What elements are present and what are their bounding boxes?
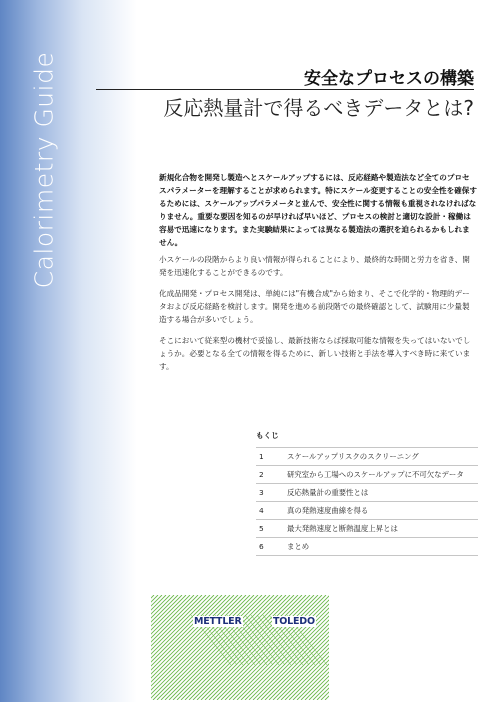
logo-stripe — [197, 595, 302, 700]
toc-item-label: 反応熱量計の重要性とは — [287, 488, 369, 497]
logo-stripe — [193, 595, 298, 700]
toc-item-number: 5 — [259, 524, 264, 533]
logo-stripe-group — [151, 595, 329, 700]
toc-item[interactable] — [256, 483, 478, 501]
logo-stripe — [221, 595, 326, 700]
toc-item-number: 4 — [259, 506, 264, 515]
table-of-contents — [256, 430, 478, 556]
toc-item-number: 3 — [259, 488, 264, 497]
toc-item[interactable] — [256, 519, 478, 537]
toc-item-label: 最大発熱速度と断熱温度上昇とは — [287, 524, 398, 533]
toc-item[interactable] — [256, 537, 478, 556]
logo-stripe — [185, 595, 290, 700]
mettler-toledo-logo — [151, 595, 329, 700]
page-title: 安全なプロセスの構築 — [304, 69, 474, 89]
toc-item[interactable] — [256, 501, 478, 519]
logo-stripe — [153, 595, 258, 700]
logo-stripe — [169, 595, 274, 700]
logo-stripe — [165, 595, 270, 700]
logo-stripes-graphic — [151, 595, 329, 700]
logo-stripe — [189, 595, 294, 700]
title-divider — [96, 89, 474, 90]
toc-item[interactable] — [256, 447, 478, 465]
intro-paragraph-lead: 新規化合物を開発し製造へとスケールアップするには、反応経路や製造法など全てのプロセスパラメーターを理解することが求められます。特にスケール変更することの安全性を確保するためには、スケールアップパラメータと並んで、安全性に関する情報も重視されなければなりません。重要な要因を知るのが早ければ早いほど、プロセスの検討と適切な設計・稼働は容易で迅速になります。また実験結果によっては異なる製造法の選択を迫られるかもしれません。 — [159, 173, 477, 247]
logo-text-right: TOLEDO — [273, 616, 315, 627]
logo-stripe — [173, 595, 278, 700]
side-gradient-band — [0, 0, 137, 702]
toc-item-number: 1 — [259, 452, 264, 461]
logo-text-left: METTLER — [194, 616, 242, 627]
vertical-title: Calorimetry Guide — [29, 51, 59, 289]
intro-paragraph: 小スケールの段階からより良い情報が得られることにより、最終的な時間と労力を省き、開発を迅速化することができるのです。 — [159, 255, 470, 277]
toc-item-number: 2 — [259, 470, 264, 479]
logo-stripe — [205, 595, 310, 700]
logo-stripe — [217, 595, 322, 700]
toc-item-label: 研究室から工場へのスケールアップに不可欠なデータ — [287, 470, 464, 479]
toc-item-label: スケールアップリスクのスクリーニング — [287, 452, 419, 461]
toc-item-label: 真の発熱速度曲線を得る — [287, 506, 369, 515]
toc-item-label: まとめ — [287, 542, 310, 551]
vertical-title-wrap — [28, 40, 60, 300]
intro-paragraph: そこにおいて従来型の機材で妥協し、最新技術ならば採取可能な情報を失ってはいないでしょうか。必要となる全ての情報を得るために、新しい技術と手法を導入すべき時に来ています。 — [159, 336, 471, 371]
intro-paragraph: 化成品開発・プロセス開発は、単純には"有機合成"から始まり、そこで化学的・物理的データおよび反応経路を検討します。開発を進める前段階での最終確認として、試験用に少量製造する場合が多いでしょう。 — [159, 289, 470, 324]
toc-item[interactable] — [256, 465, 478, 483]
logo-stripe — [161, 595, 266, 700]
logo-stripe — [181, 595, 286, 700]
logo-stripe — [177, 595, 282, 700]
toc-heading: もくじ — [256, 431, 279, 440]
logo-stripe — [209, 595, 314, 700]
intro-text — [159, 171, 477, 381]
logo-stripe — [157, 595, 262, 700]
page-subtitle: 反応熱量計で得るべきデータとは? — [163, 96, 474, 120]
toc-item-number: 6 — [259, 542, 264, 551]
